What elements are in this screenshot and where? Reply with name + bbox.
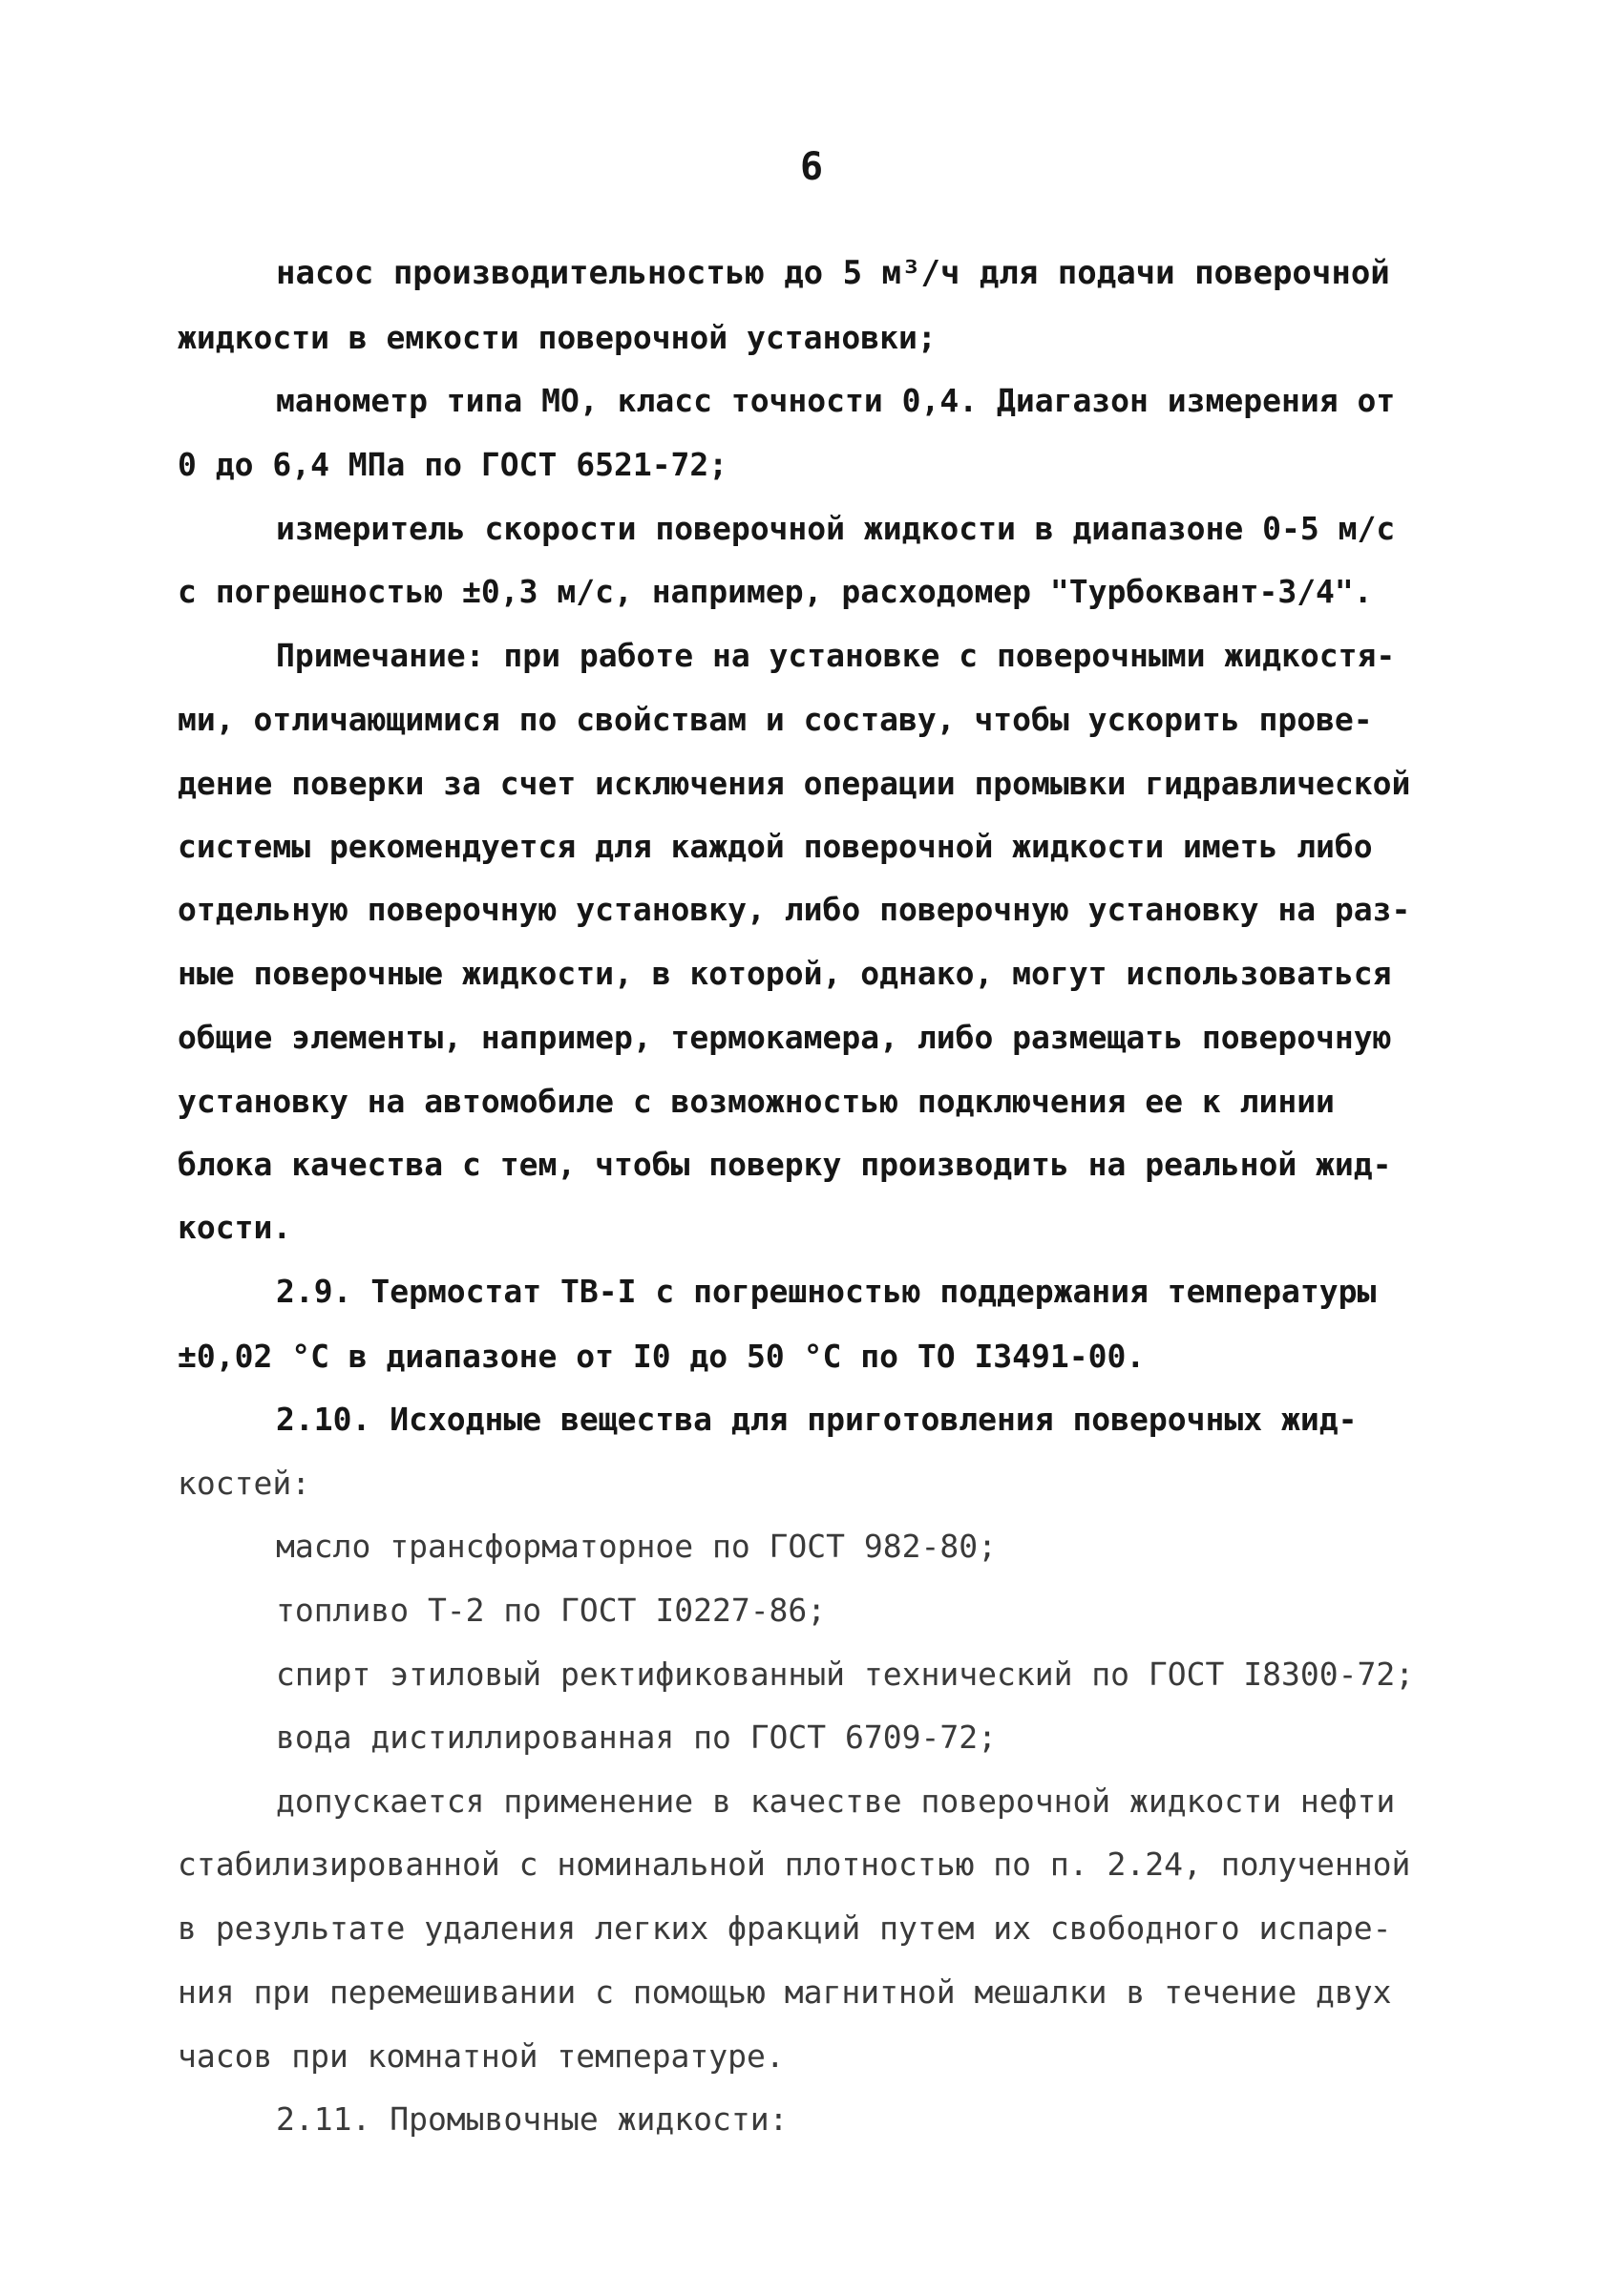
text-line: 2.10. Исходные вещества для приготовления поверочных жид- bbox=[276, 1401, 1358, 1438]
text-line: стабилизированной с номинальной плотностью по п. 2.24, полученной bbox=[178, 1846, 1411, 1883]
text-line: ми, отличающимися по свойствам и составу, чтобы ускорить прове- bbox=[178, 701, 1373, 738]
text-line: отдельную поверочную установку, либо поверочную установку на раз- bbox=[178, 891, 1411, 928]
text-line: дение поверки за счет исключения операции промывки гидравлической bbox=[178, 765, 1411, 802]
text-line: Примечание: при работе на установке с поверочными жидкостя- bbox=[276, 637, 1396, 674]
text-line: масло трансформаторное по ГОСТ 982-80; bbox=[276, 1528, 997, 1565]
text-line: часов при комнатной температуре. bbox=[178, 2037, 785, 2075]
text-line: 2.9. Термостат ТВ-I с погрешностью поддержания температуры bbox=[276, 1273, 1377, 1310]
text-line: 0 до 6,4 МПа по ГОСТ 6521-72; bbox=[178, 446, 728, 483]
text-line: насос производительностью до 5 м³/ч для подачи поверочной bbox=[276, 254, 1390, 292]
text-line: костей: bbox=[178, 1465, 311, 1502]
text-line: измеритель скорости поверочной жидкости в диапазоне 0-5 м/с bbox=[276, 510, 1396, 547]
text-line: ния при перемешивании с помощью магнитной мешалки в течение двух bbox=[178, 1973, 1392, 2011]
text-line: установку на автомобиле с возможностью подключения ее к линии bbox=[178, 1083, 1335, 1120]
text-line: блока качества с тем, чтобы поверку производить на реальной жид- bbox=[178, 1146, 1392, 1183]
text-line: в результате удаления легких фракций путем их свободного испаре- bbox=[178, 1909, 1392, 1947]
text-line: топливо Т-2 по ГОСТ I0227-86; bbox=[276, 1592, 827, 1629]
text-line: спирт этиловый ректификованный технический по ГОСТ I8300-72; bbox=[276, 1656, 1415, 1693]
text-line: кости. bbox=[178, 1209, 292, 1246]
page-number: 6 bbox=[800, 145, 824, 189]
text-line: вода дистиллированная по ГОСТ 6709-72; bbox=[276, 1719, 997, 1756]
text-line: ные поверочные жидкости, в которой, однако, могут использоваться bbox=[178, 955, 1392, 992]
text-line: 2.11. Промывочные жидкости: bbox=[276, 2100, 789, 2138]
text-line: допускается применение в качестве поверочной жидкости нефти bbox=[276, 1782, 1396, 1820]
text-line: жидкости в емкости поверочной установки; bbox=[178, 319, 937, 356]
text-line: системы рекомендуется для каждой поверочной жидкости иметь либо bbox=[178, 828, 1373, 865]
text-line: ±0,02 °С в диапазоне от I0 до 50 °С по ТО I3491-00. bbox=[178, 1338, 1146, 1375]
text-line: с погрешностью ±0,3 м/с, например, расходомер "Турбоквант-3/4". bbox=[178, 573, 1373, 610]
text-line: манометр типа МО, класс точности 0,4. Диагазон измерения от bbox=[276, 382, 1396, 419]
text-line: общие элементы, например, термокамера, либо размещать поверочную bbox=[178, 1019, 1392, 1056]
